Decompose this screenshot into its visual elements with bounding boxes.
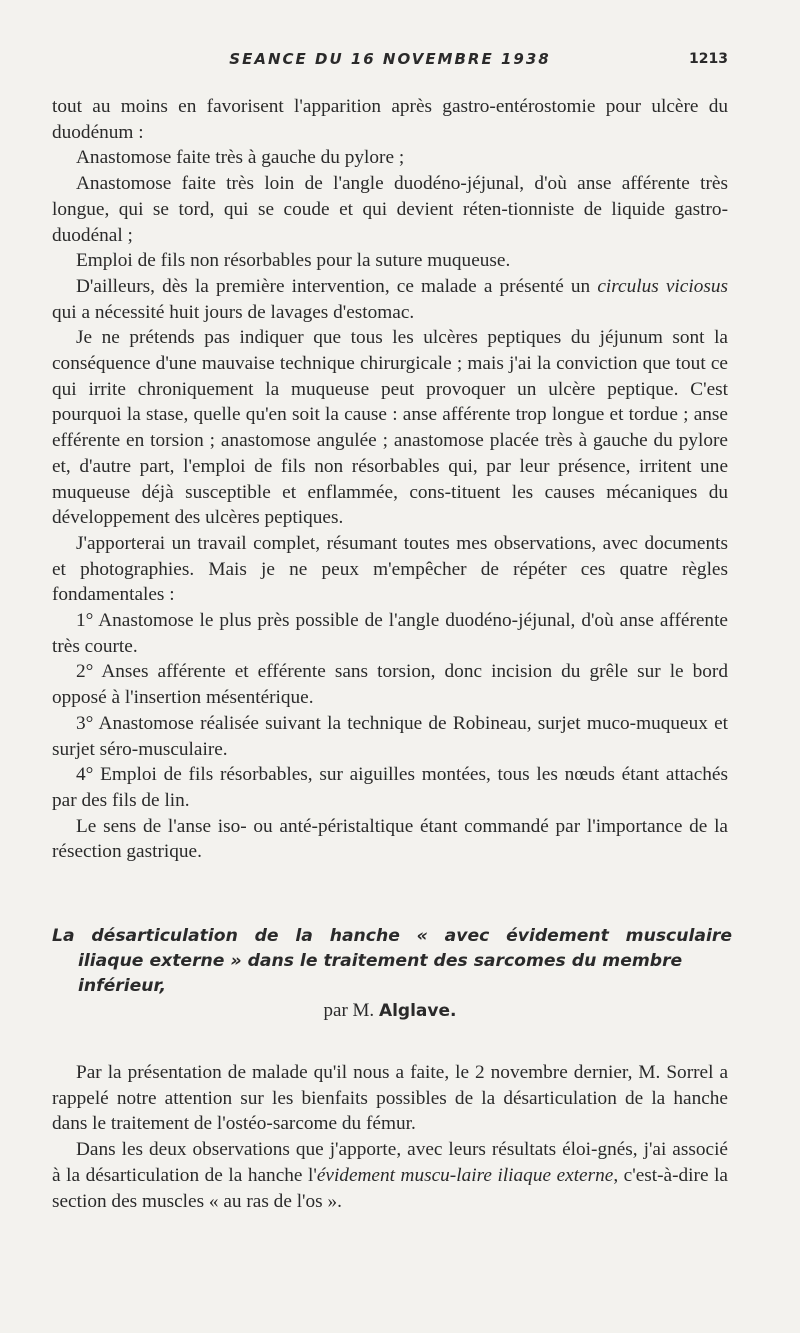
article-title-line: iliaque externe » dans le traitement des sarcomes du membre bbox=[78, 951, 683, 971]
article-title-line: inférieur, bbox=[78, 976, 167, 996]
paragraph: Le sens de l'anse iso- ou anté-péristaltique étant commandé par l'importance de la résection gastrique. bbox=[52, 815, 728, 863]
rule-item: 1° Anastomose le plus près possible de l'angle duodéno-jéjunal, d'où anse afférente très courte. bbox=[52, 610, 728, 657]
paragraph-text: Dans les deux observations que j'apporte, avec leurs résultats éloi-gnés, j'ai associé à la désarticulation de la hanche l' bbox=[52, 1139, 728, 1186]
italic-term: circulus viciosus bbox=[597, 275, 728, 297]
author-name: Alglave. bbox=[378, 1001, 457, 1021]
paragraph: Anastomose faite très à gauche du pylore ; bbox=[76, 147, 405, 169]
paragraph bbox=[52, 274, 728, 325]
paragraph-text: D'ailleurs, dès la première intervention, ce malade a présenté un bbox=[76, 275, 591, 297]
byline bbox=[52, 1000, 728, 1022]
paragraph: Je ne prétends pas indiquer que tous les ulcères peptiques du jéjunum sont la conséquence d'une mauvaise technique chirurgicale ; mais j'ai la conviction que tout ce qui irrite chroniquement la muqueuse peut provoquer un ulcère peptique. C'est pourquoi la stase, quelle qu'en soit la cause : anse afférente trop longue et tordue ; anse efférente en torsion ; anastomose angulée ; anastomose placée très à gauche du pylore et, d'autre part, l'emploi de fils non résorbables qui, par leur présence, irritent une muqueuse déjà susceptible et enflammée, cons-tituent les causes mécaniques du développement des ulcères peptiques. bbox=[52, 327, 728, 529]
page-header bbox=[52, 50, 728, 76]
paragraph: tout au moins en favorisent l'apparition après gastro-entérostomie pour ulcère du duodénum : bbox=[52, 96, 728, 143]
byline-prefix: par M. bbox=[323, 1000, 379, 1021]
page-number: 1213 bbox=[689, 51, 728, 67]
rule-item: 3° Anastomose réalisée suivant la technique de Robineau, surjet muco-muqueux et surjet séro-musculaire. bbox=[52, 712, 728, 760]
article-title-line: La désarticulation de la hanche « avec évidement musculaire bbox=[52, 926, 732, 946]
article-body bbox=[52, 1060, 728, 1214]
previous-article-conclusion bbox=[52, 94, 728, 865]
rule-item: 2° Anses afférente et efférente sans torsion, donc incision du grêle sur le bord opposé à l'insertion mésentérique. bbox=[52, 661, 728, 709]
paragraph-text: , c'est-à-dire la section des muscles « au ras de l'os ». bbox=[52, 1164, 728, 1212]
paragraph: J'apporterai un travail complet, résumant toutes mes observations, avec documents et photographies. Mais je ne peux m'empêcher de répéter ces quatre règles fondamentales : bbox=[52, 532, 728, 606]
paragraph-text: qui a nécessité huit jours de lavages d'estomac. bbox=[52, 301, 415, 323]
rule-item: 4° Emploi de fils résorbables, sur aiguilles montées, tous les nœuds étant attachés par des fils de lin. bbox=[52, 764, 728, 811]
italic-term: évidement muscu-laire iliaque externe bbox=[316, 1164, 614, 1186]
article-title bbox=[52, 924, 732, 999]
running-title: SEANCE DU 16 NOVEMBRE 1938 bbox=[229, 50, 551, 68]
paragraph bbox=[52, 1137, 728, 1214]
paragraph: Anastomose faite très loin de l'angle duodéno-jéjunal, d'où anse afférente très longue, qui se tord, qui se coude et qui devient réten-tionniste de liquide gastro-duodénal ; bbox=[52, 173, 728, 246]
paragraph: Emploi de fils non résorbables pour la suture muqueuse. bbox=[76, 250, 511, 272]
paragraph: Par la présentation de malade qu'il nous a faite, le 2 novembre dernier, M. Sorrel a rappelé notre attention sur les bienfaits possibles de la désarticulation de la hanche dans le traitement de l'ostéo-sarcome du fémur. bbox=[52, 1062, 728, 1135]
